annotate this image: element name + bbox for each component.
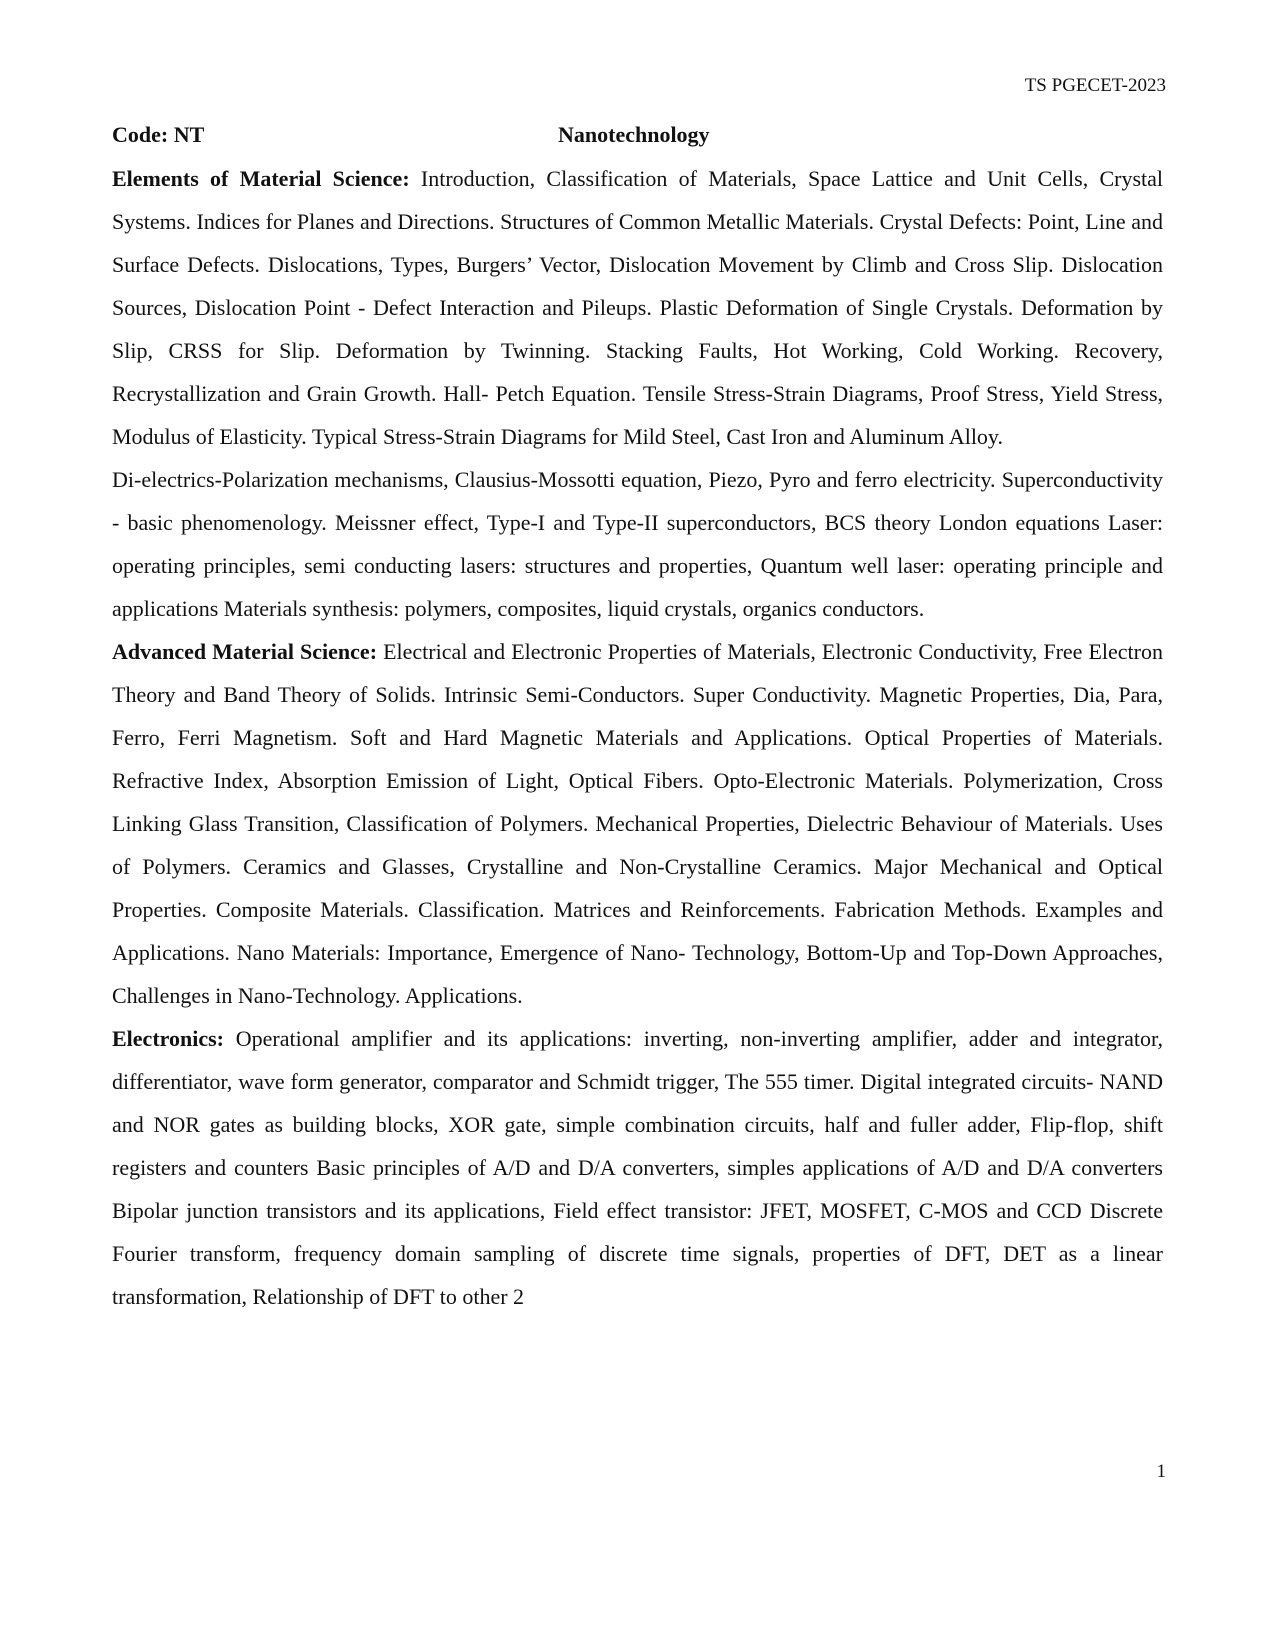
section-dielectrics bbox=[112, 458, 1163, 630]
section-body: Operational amplifier and its applications: inverting, non-inverting amplifier, adder and integrator, differentiator, wave form generator, comparator and Schmidt trigger, The 555 timer. Digital integrated circuits- NAND and NOR gates as building blocks, XOR gate, simple combination circuits, half and fuller adder, Flip-flop, shift registers and counters Basic principles of A/D and D/A converters, simples applications of A/D and D/A converters Bipolar junction transistors and its applications, Field effect transistor: JFET, MOSFET, C-MOS and CCD Discrete Fourier transform, frequency domain sampling of discrete time signals, properties of DFT, DET as a linear transformation, Relationship of DFT to other 2 bbox=[112, 1026, 1163, 1309]
page-number: 1 bbox=[1156, 1461, 1166, 1482]
section-body: Di-electrics-Polarization mechanisms, Clausius-Mossotti equation, Piezo, Pyro and ferro electricity. Superconductivity - basic phenomenology. Meissner effect, Type-I and Type-II superconductors, BCS theory London equations Laser: operating principles, semi conducting lasers: structures and properties, Quantum well laser: operating principle and applications Materials synthesis: polymers, composites, liquid crystals, organics conductors. bbox=[112, 467, 1163, 621]
section-body: Introduction, Classification of Materials, Space Lattice and Unit Cells, Crystal Systems. Indices for Planes and Directions. Structures of Common Metallic Materials. Crystal Defects: Point, Line and Surface Defects. Dislocations, Types, Burgers’ Vector, Dislocation Movement by Climb and Cross Slip. Dislocation Sources, Dislocation Point - Defect Interaction and Pileups. Plastic Deformation of Single Crystals. Deformation by Slip, CRSS for Slip. Deformation by Twinning. Stacking Faults, Hot Working, Cold Working. Recovery, Recrystallization and Grain Growth. Hall- Petch Equation. Tensile Stress-Strain Diagrams, Proof Stress, Yield Stress, Modulus of Elasticity. Typical Stress-Strain Diagrams for Mild Steel, Cast Iron and Aluminum Alloy. bbox=[112, 166, 1164, 449]
section-heading: Advanced Material Science: bbox=[112, 639, 378, 664]
exam-header: TS PGECET-2023 bbox=[1024, 75, 1166, 96]
section-advanced-material-science bbox=[112, 630, 1163, 1017]
subject-code: Code: NT bbox=[112, 122, 205, 147]
syllabus-content bbox=[112, 157, 1163, 1318]
section-elements-of-material-science bbox=[112, 157, 1163, 458]
section-electronics bbox=[112, 1017, 1163, 1318]
section-heading: Elements of Material Science: bbox=[112, 166, 410, 191]
section-heading: Electronics: bbox=[112, 1026, 225, 1051]
subject-title: Nanotechnology bbox=[558, 122, 710, 147]
title-row bbox=[112, 122, 1163, 150]
section-body: Electrical and Electronic Properties of Materials, Electronic Conductivity, Free Electron Theory and Band Theory of Solids. Intrinsic Semi-Conductors. Super Conductivity. Magnetic Properties, Dia, Para, Ferro, Ferri Magnetism. Soft and Hard Magnetic Materials and Applications. Optical Properties of Materials. Refractive Index, Absorption Emission of Light, Optical Fibers. Opto-Electronic Materials. Polymerization, Cross Linking Glass Transition, Classification of Polymers. Mechanical Properties, Dielectric Behaviour of Materials. Uses of Polymers. Ceramics and Glasses, Crystalline and Non-Crystalline Ceramics. Major Mechanical and Optical Properties. Composite Materials. Classification. Matrices and Reinforcements. Fabrication Methods. Examples and Applications. Nano Materials: Importance, Emergence of Nano- Technology, Bottom-Up and Top-Down Approaches, Challenges in Nano-Technology. Applications. bbox=[112, 639, 1163, 1008]
